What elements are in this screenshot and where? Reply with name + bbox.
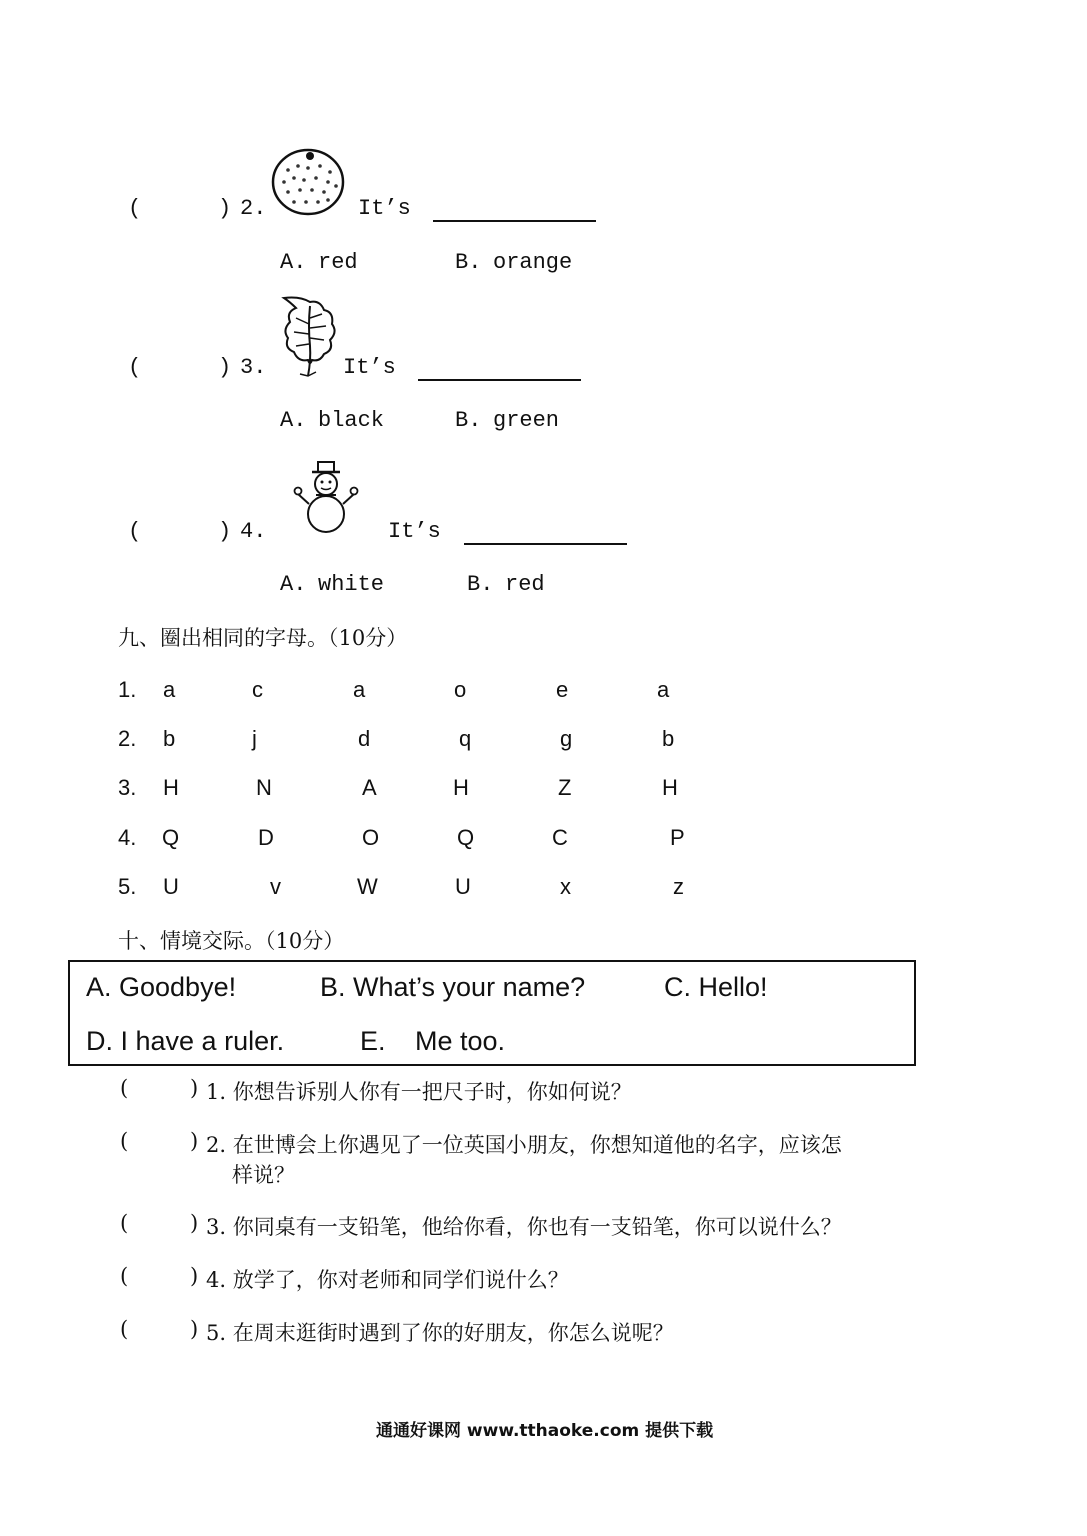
answer-paren-open: ( [120, 1129, 129, 1153]
answer-paren-open: ( [120, 1317, 129, 1341]
answer-paren-close: ) [218, 519, 232, 544]
row-number: 5. [118, 874, 137, 899]
leaf-icon [280, 296, 340, 378]
letter[interactable]: D [258, 825, 274, 850]
letter[interactable]: A [362, 775, 377, 800]
letter[interactable]: Q [457, 825, 475, 850]
option-b-text: green [493, 408, 560, 433]
section-title: 十、情境交际。（10分） [118, 929, 345, 953]
option-a-text: white [318, 572, 385, 597]
question-stem: It’s [343, 355, 396, 380]
letter[interactable]: x [560, 874, 571, 899]
question-stem: It’s [358, 196, 411, 221]
choice-e-label: E. [360, 1026, 386, 1056]
letter[interactable]: U [455, 874, 471, 899]
row-number: 2. [118, 726, 137, 751]
item-text: 5. 在周末逛街时遇到了你的好朋友，你怎么说呢？ [206, 1321, 674, 1345]
row-number: 3. [118, 775, 137, 800]
answer-paren-close[interactable]: ) [190, 1076, 199, 1100]
answer-paren-close[interactable]: ) [190, 1264, 199, 1288]
row-number: 1. [118, 677, 137, 702]
letter[interactable]: z [673, 874, 684, 899]
item-text: 1. 你想告诉别人你有一把尺子时，你如何说？ [206, 1080, 632, 1104]
letter[interactable]: a [163, 677, 176, 702]
answer-paren-open: ( [120, 1264, 129, 1288]
choices-box [68, 960, 916, 1066]
answer-blank[interactable] [464, 523, 627, 545]
letter[interactable]: H [453, 775, 469, 800]
answer-paren-close[interactable]: ) [190, 1317, 199, 1341]
question-number: 3. [240, 355, 267, 380]
letter[interactable]: e [556, 677, 569, 702]
option-b-label: B. [467, 572, 494, 597]
letter[interactable]: v [270, 874, 281, 899]
letter[interactable]: q [459, 726, 472, 751]
answer-blank[interactable] [433, 200, 596, 222]
choice-b: B. What’s your name? [320, 972, 586, 1002]
option-b-text: red [505, 572, 545, 597]
question-number: 4. [240, 519, 267, 544]
question-number: 2. [240, 196, 267, 221]
option-a-text: black [318, 408, 385, 433]
letter[interactable]: W [357, 874, 378, 899]
option-a-label: A. [280, 408, 307, 433]
item-text: 3. 你同桌有一支铅笔，他给你看，你也有一支铅笔，你可以说什么？ [206, 1215, 842, 1239]
letter[interactable]: c [252, 677, 263, 702]
answer-paren-open: ( [128, 196, 142, 221]
answer-paren-open: ( [120, 1076, 129, 1100]
row-number: 4. [118, 825, 137, 850]
item-text-continued: 样说？ [232, 1163, 295, 1187]
letter[interactable]: g [560, 726, 573, 751]
letter[interactable]: b [163, 726, 176, 751]
item-text: 2. 在世博会上你遇见了一位英国小朋友，你想知道他的名字，应该怎 [206, 1133, 842, 1157]
letter[interactable]: Z [558, 775, 572, 800]
letter[interactable]: a [353, 677, 366, 702]
page-footer: 通通好课网 www.tthaoke.com 提供下载 [376, 1421, 714, 1441]
letter[interactable]: j [252, 726, 257, 751]
section-title: 九、圈出相同的字母。（10分） [118, 626, 408, 650]
answer-paren-close[interactable]: ) [190, 1129, 199, 1153]
letter[interactable]: d [358, 726, 371, 751]
snowman-icon [292, 460, 360, 536]
choice-c: C. Hello! [664, 972, 768, 1002]
answer-blank[interactable] [418, 359, 581, 381]
letter[interactable]: o [454, 677, 467, 702]
question-stem: It’s [388, 519, 441, 544]
option-b-label: B. [455, 250, 482, 275]
option-b-text: orange [493, 250, 573, 275]
answer-paren-close[interactable]: ) [190, 1211, 199, 1235]
letter[interactable]: O [362, 825, 380, 850]
choice-e-text: Me too. [415, 1026, 506, 1056]
option-a-text: red [318, 250, 358, 275]
letter[interactable]: P [670, 825, 685, 850]
orange-icon [270, 148, 346, 216]
choice-d: D. I have a ruler. [86, 1026, 285, 1056]
letter[interactable]: H [163, 775, 179, 800]
answer-paren-open: ( [128, 355, 142, 380]
letter[interactable]: a [657, 677, 670, 702]
answer-paren-close: ) [218, 355, 232, 380]
letter[interactable]: N [256, 775, 272, 800]
option-b-label: B. [455, 408, 482, 433]
answer-paren-open: ( [128, 519, 142, 544]
letter[interactable]: H [662, 775, 678, 800]
option-a-label: A. [280, 250, 307, 275]
option-a-label: A. [280, 572, 307, 597]
letter[interactable]: Q [162, 825, 180, 850]
letter[interactable]: C [552, 825, 568, 850]
choice-a: A. Goodbye! [86, 972, 237, 1002]
letter[interactable]: b [662, 726, 675, 751]
item-text: 4. 放学了，你对老师和同学们说什么？ [206, 1268, 569, 1292]
answer-paren-open: ( [120, 1211, 129, 1235]
letter[interactable]: U [163, 874, 179, 899]
answer-paren-close: ) [218, 196, 232, 221]
